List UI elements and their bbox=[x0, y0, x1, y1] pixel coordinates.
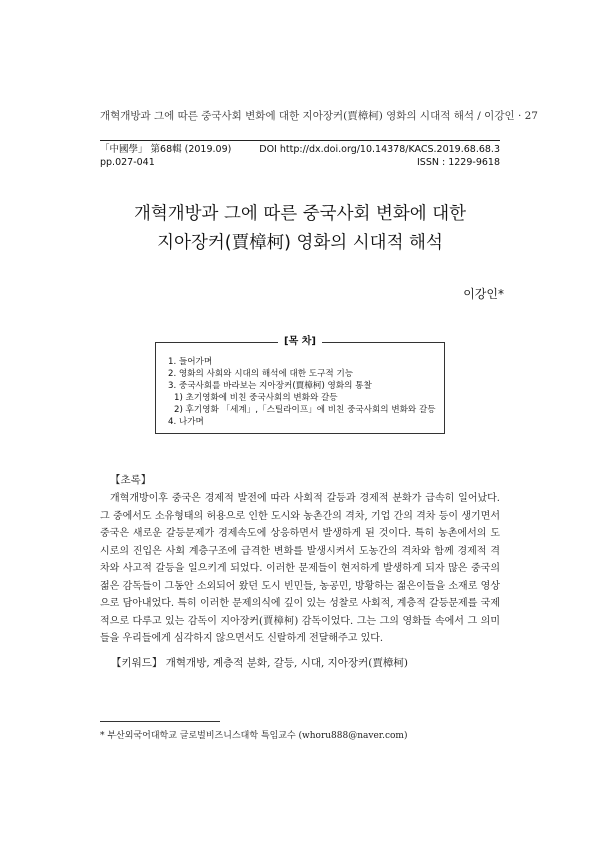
abstract-text: 개혁개방이후 중국은 경제적 발전에 따라 사회적 갈등과 경제적 분화가 급속히 일어났다. 그 중에서도 소유형태의 허용으로 인한 도시와 농촌간의 격차, 기업 간의 격차 등이 생기면서 중국은 새로운 갈등문제가 경제속도에 상응하면서 발생하게 된 것이다. 특히 농촌에서의 도시로의 진입은 사회 계층구조에 급격한 변화를 발생시켜서 도농간의 격차와 함께 경제적 격차와 사고적 갈등을 일으키게 되었다. 이러한 문제들이 현저하게 발생하게 되자 많은 중국의 젊은 감독들이 그동안 소외되어 왔던 도시 빈민들, 농공민, 방황하는 젊은이들을 소재로 영상으로 담아내었다. 특히 이러한 문제의식에 깊이 있는 성찰로 사회적, 계층적 갈등문제를 국제적으로 다루고 있는 감독이 지아장커(賈樟柯) 감독이었다. 그는 그의 영화들 속에서 그 의미들을 우리들에게 심각하지 않으면서도 신랄하게 전달해주고 있다. bbox=[100, 493, 500, 644]
footnote-divider bbox=[100, 721, 220, 722]
journal-citation: 「中國學」 第68輯 (2019.09) bbox=[100, 144, 232, 155]
author: 이강인* bbox=[463, 287, 504, 301]
toc-item: 2. 영화의 사회와 시대의 해석에 대한 도구적 기능 bbox=[168, 369, 354, 380]
toc-subitem: 2) 후기영화 「세계」,「스틸라이프」에 비친 중국사회의 변화와 갈등 bbox=[174, 405, 436, 416]
toc-item: 4. 나가며 bbox=[168, 417, 204, 428]
journal-pages: pp.027-041 bbox=[100, 157, 155, 168]
toc-subitem: 1) 초기영화에 비친 중국사회의 변화와 갈등 bbox=[174, 393, 338, 404]
table-of-contents bbox=[155, 336, 445, 434]
toc-item: 1. 들어가며 bbox=[168, 357, 213, 367]
journal-info-row-1 bbox=[100, 143, 500, 156]
toc-item: 3. 중국사회를 바라보는 지아장커(賈樟柯) 영화의 통찰 bbox=[168, 381, 372, 392]
running-head: 개혁개방과 그에 따른 중국사회 변화에 대한 지아장커(賈樟柯) 영화의 시대적 해석 / 이강인 · 27 bbox=[99, 110, 538, 122]
abstract-label: 【초록】 bbox=[110, 474, 152, 486]
toc-heading: [목 차] bbox=[156, 336, 444, 348]
keywords: 【키워드】 개혁개방, 계층적 분화, 갈등, 시대, 지아장커(賈樟柯) bbox=[111, 657, 408, 669]
issn: ISSN : 1229-9618 bbox=[417, 157, 500, 168]
title-line-2: 지아장커(賈樟柯) 영화의 시대적 해석 bbox=[157, 233, 443, 253]
author-footnote: * 부산외국어대학교 글로벌비즈니스대학 특임교수 (whoru888@naver.com) bbox=[100, 731, 408, 741]
doi-link[interactable]: DOI http://dx.doi.org/10.14378/KACS.2019.68.68.3 bbox=[259, 144, 500, 155]
journal-info-row-2 bbox=[100, 156, 500, 169]
paper-title bbox=[60, 200, 540, 258]
journal-info bbox=[100, 140, 500, 169]
title-line-1: 개혁개방과 그에 따른 중국사회 변화에 대한 bbox=[133, 204, 467, 224]
